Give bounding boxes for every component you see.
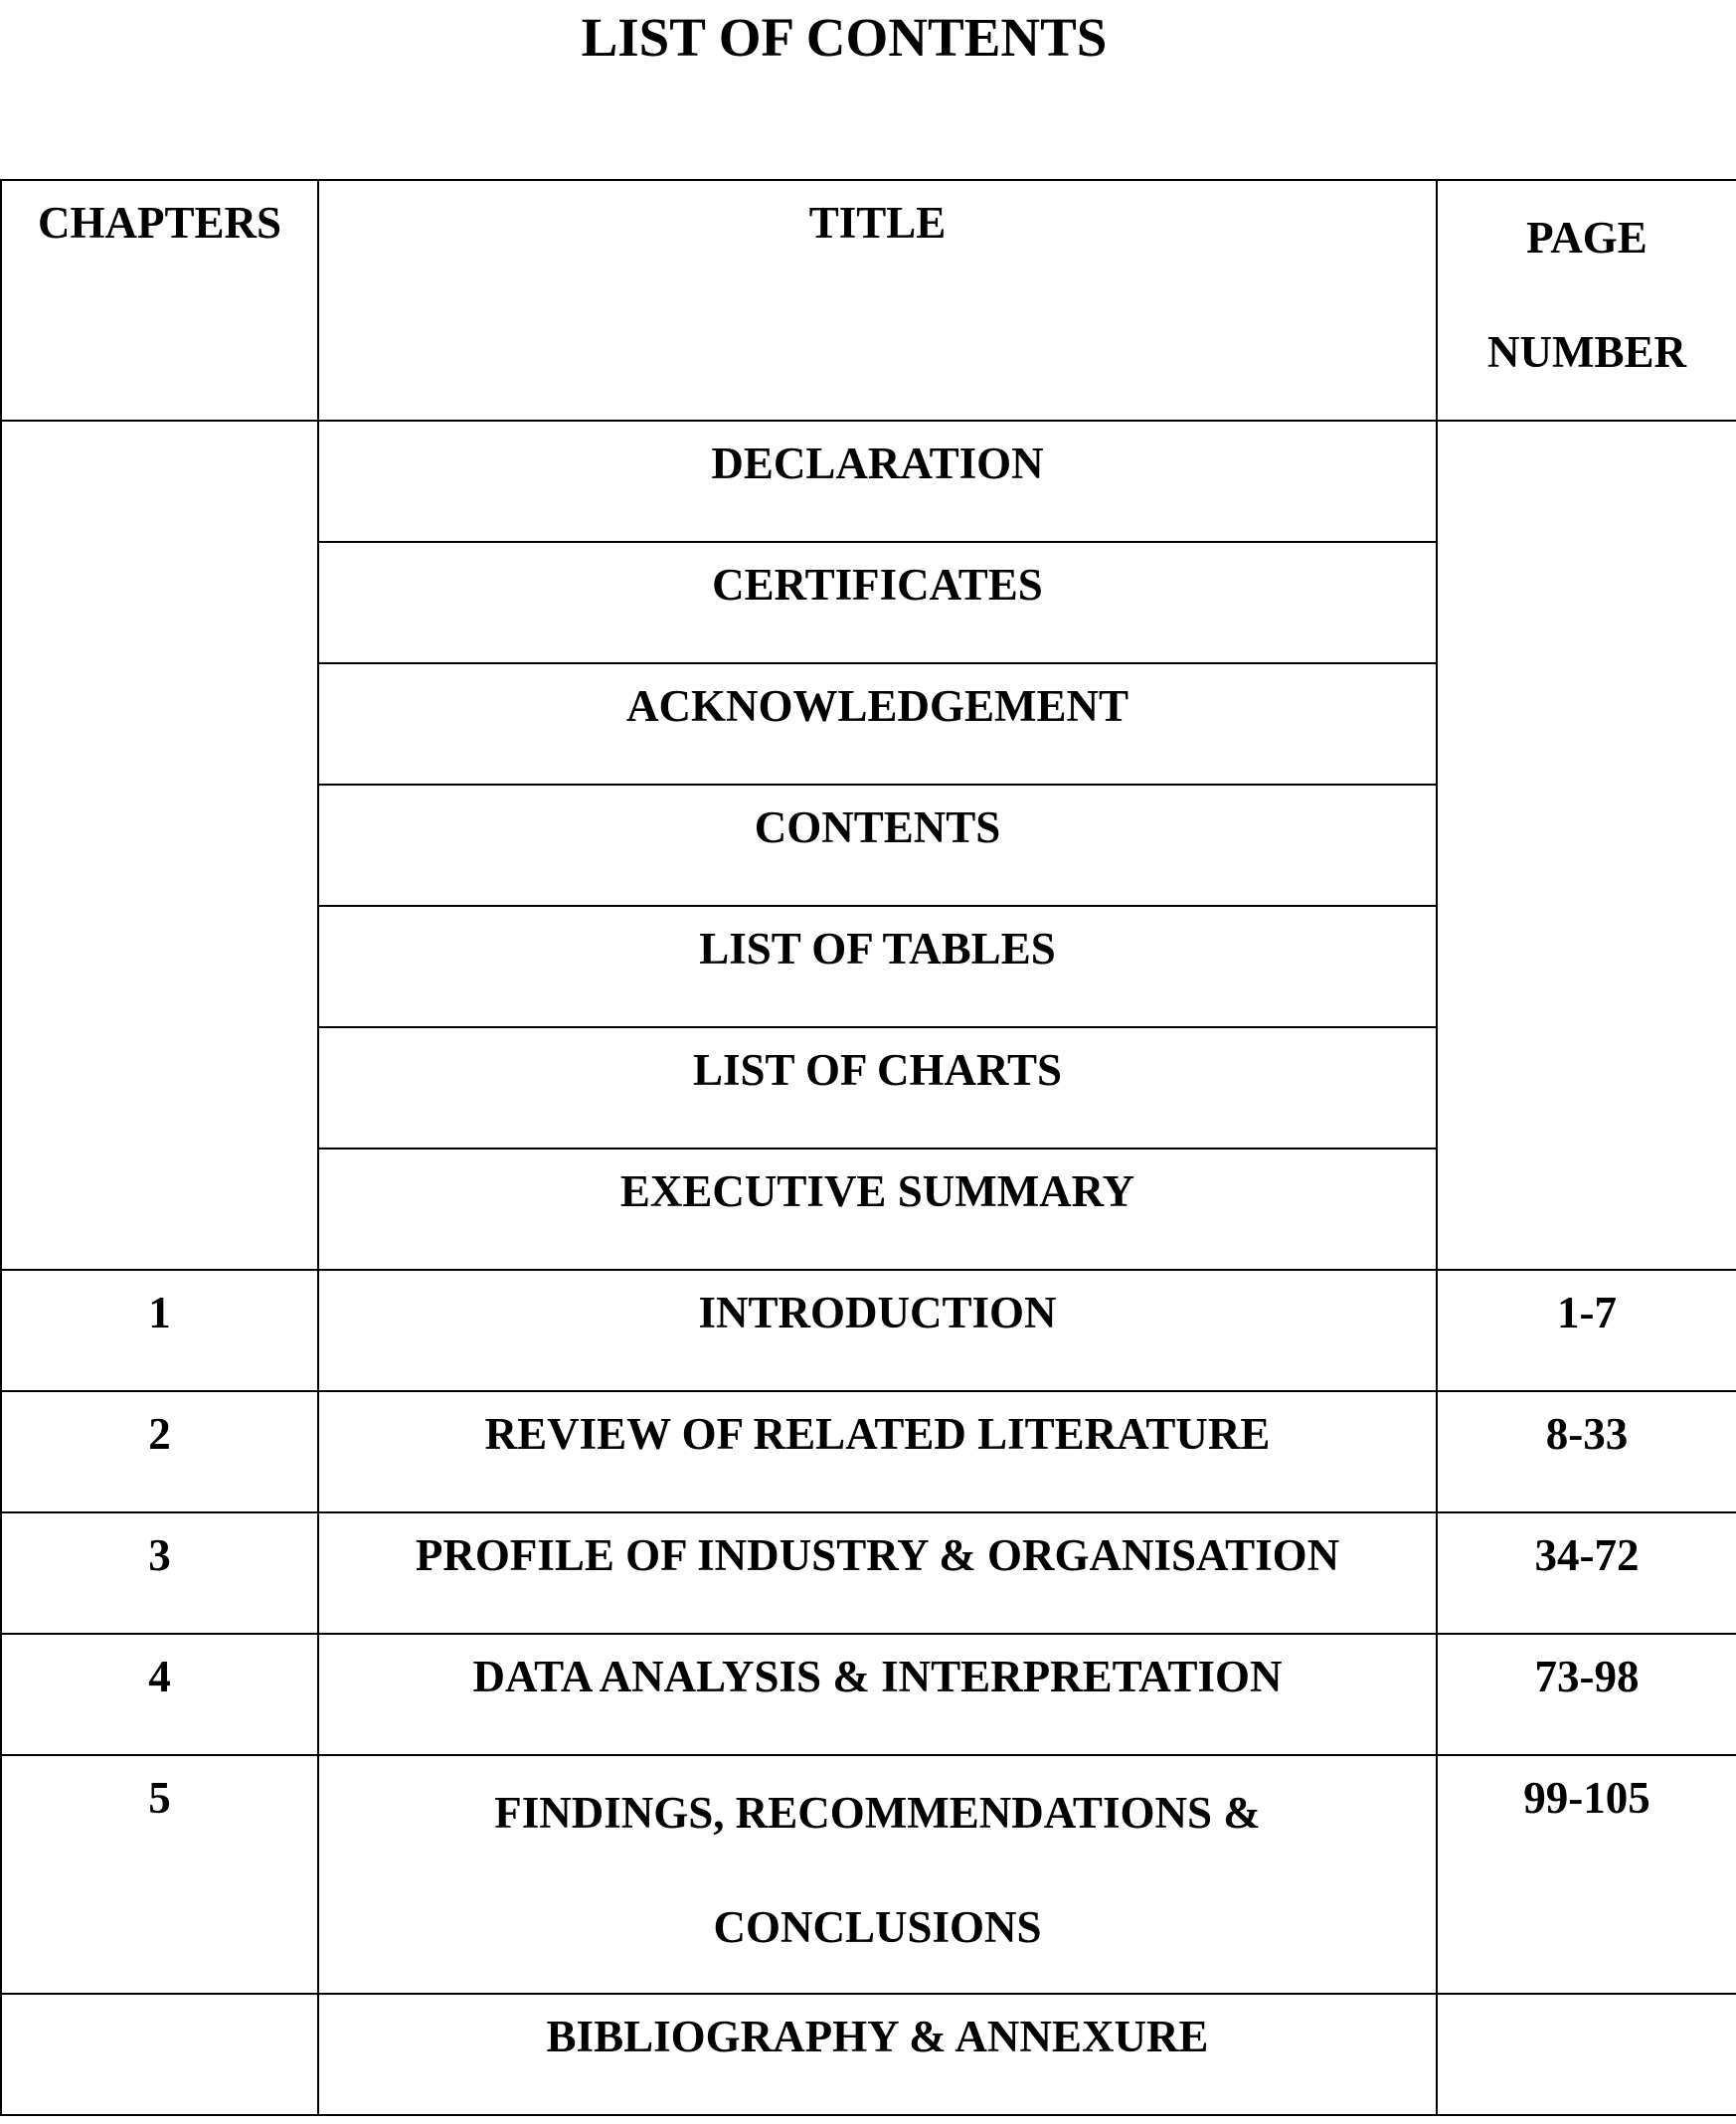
chapter-title: FINDINGS, RECOMMENDATIONS & CONCLUSIONS (318, 1755, 1437, 1994)
chapter-title: PROFILE OF INDUSTRY & ORGANISATION (318, 1512, 1437, 1634)
front-matter-title: CONTENTS (318, 785, 1437, 906)
front-matter-page-cell (1437, 421, 1736, 1270)
chapter-pages: 8-33 (1437, 1391, 1736, 1512)
front-matter-chapter-cell (1, 421, 318, 1270)
front-matter-title: LIST OF TABLES (318, 906, 1437, 1027)
back-matter-chapter-cell (1, 1994, 318, 2115)
table-row (1, 1391, 1736, 1512)
chapter-pages: 34-72 (1437, 1512, 1736, 1634)
header-chapters: CHAPTERS (1, 180, 318, 421)
chapter-title: DATA ANALYSIS & INTERPRETATION (318, 1634, 1437, 1755)
front-matter-title: LIST OF CHARTS (318, 1027, 1437, 1149)
chapter-title: INTRODUCTION (318, 1270, 1437, 1391)
table-row (1, 421, 1736, 542)
chapter-pages: 1-7 (1437, 1270, 1736, 1391)
chapter-pages: 73-98 (1437, 1634, 1736, 1755)
front-matter-title: ACKNOWLEDGEMENT (318, 663, 1437, 785)
front-matter-title: CERTIFICATES (318, 542, 1437, 663)
chapter-number: 4 (1, 1634, 318, 1755)
table-row (1, 1270, 1736, 1391)
contents-table (0, 179, 1736, 2116)
chapter-title: REVIEW OF RELATED LITERATURE (318, 1391, 1437, 1512)
front-matter-title: EXECUTIVE SUMMARY (318, 1149, 1437, 1270)
table-row (1, 1634, 1736, 1755)
back-matter-title: BIBLIOGRAPHY & ANNEXURE (318, 1994, 1437, 2115)
chapter-number: 2 (1, 1391, 318, 1512)
header-page-number: PAGE NUMBER (1437, 180, 1736, 421)
page-title: LIST OF CONTENTS (581, 7, 1108, 68)
table-header-row (1, 180, 1736, 421)
header-title: TITLE (318, 180, 1437, 421)
table-row (1, 1512, 1736, 1634)
back-matter-page-cell (1437, 1994, 1736, 2115)
table-row (1, 1755, 1736, 1994)
front-matter-title: DECLARATION (318, 421, 1437, 542)
chapter-number: 1 (1, 1270, 318, 1391)
chapter-number: 3 (1, 1512, 318, 1634)
chapter-number: 5 (1, 1755, 318, 1994)
chapter-pages: 99-105 (1437, 1755, 1736, 1994)
table-row (1, 1994, 1736, 2115)
